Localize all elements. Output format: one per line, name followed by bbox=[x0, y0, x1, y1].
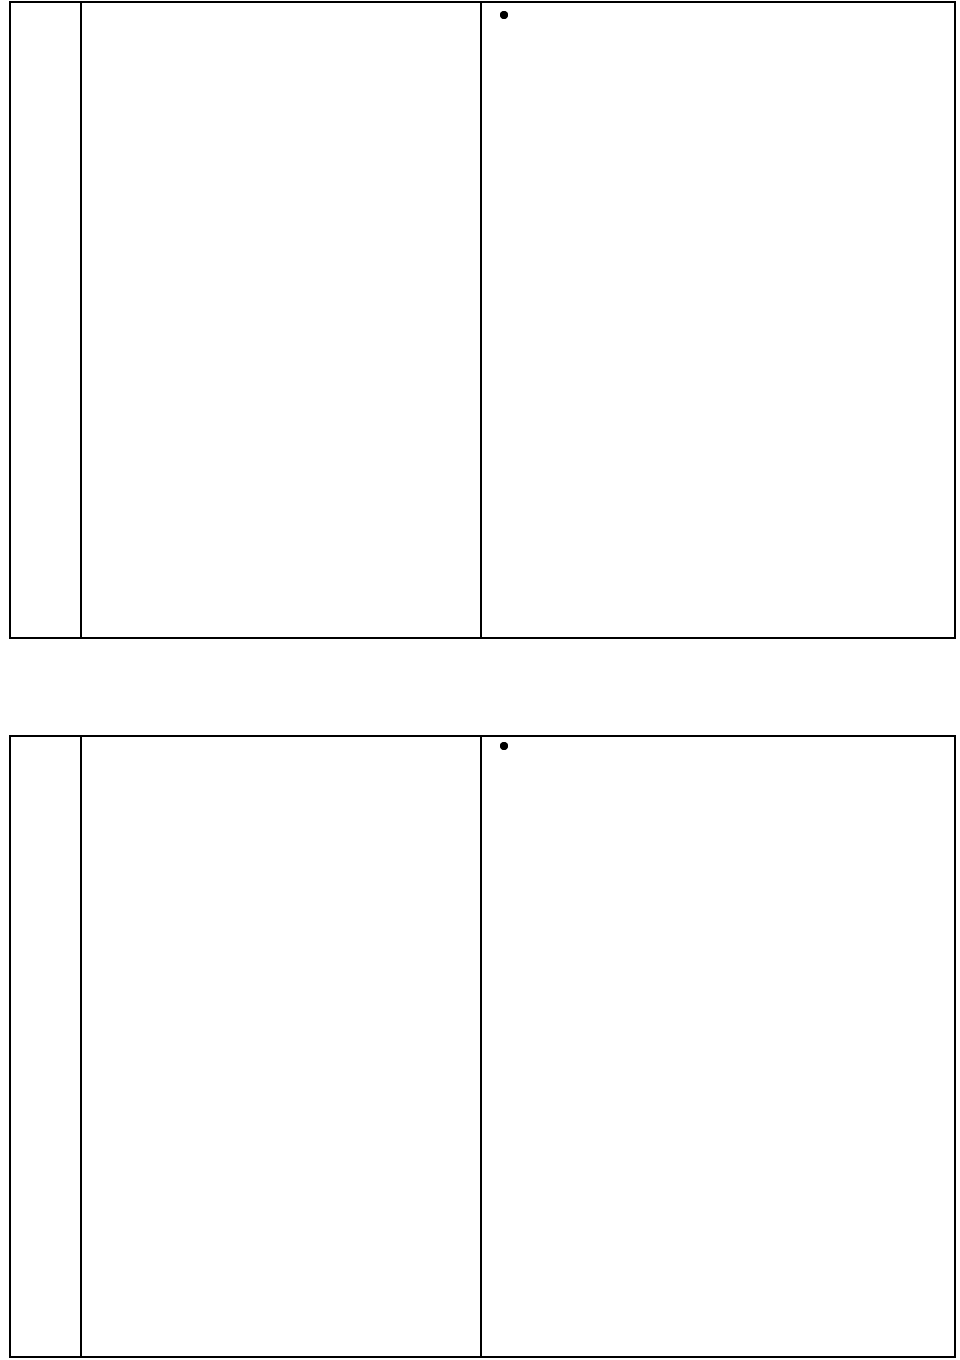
column-divider bbox=[80, 3, 82, 637]
column-divider bbox=[480, 737, 482, 1356]
table-row bbox=[9, 735, 956, 1358]
table-row bbox=[9, 1, 956, 639]
column-divider bbox=[480, 3, 482, 637]
column-divider bbox=[80, 737, 82, 1356]
